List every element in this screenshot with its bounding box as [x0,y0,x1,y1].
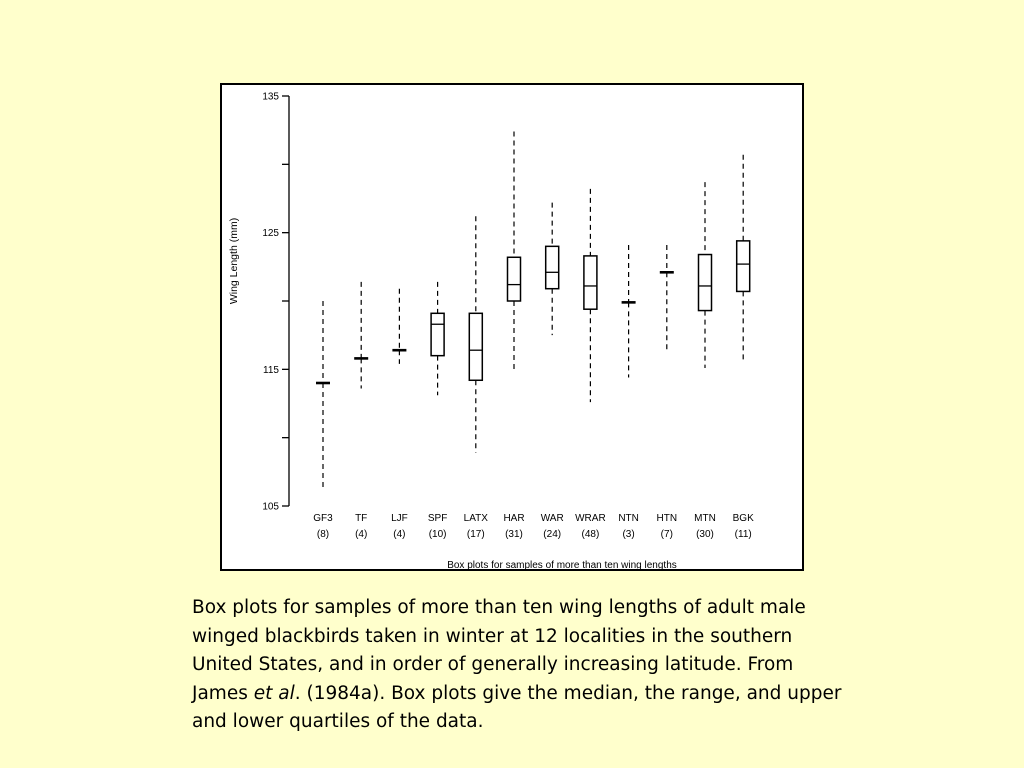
sample-size-label: (4) [393,529,406,540]
y-tick-label: 115 [263,364,279,376]
sample-size-label: (4) [355,529,368,540]
sample-size-label: (31) [505,529,523,540]
x-axis-label: Box plots for samples of more than ten wing lengths [447,560,677,569]
sample-size-label: (48) [581,529,600,540]
sample-size-label: (3) [622,529,635,540]
sample-size-label: (17) [466,529,485,540]
category-label: HAR [503,513,525,524]
sample-size-label: (30) [696,529,714,540]
category-label: LJF [391,513,408,524]
box-quartiles [584,256,597,309]
category-label: BGK [732,513,754,524]
category-label: NTN [618,513,639,524]
caption-text-end: . (1984a). Box plots give the median, the range, and upper and lower quartiles of the data. [192,682,842,732]
sample-size-label: (7) [660,529,673,540]
box-quartiles [699,255,712,311]
chart-panel [220,83,804,571]
category-label: TF [355,513,368,524]
box-quartiles [431,313,444,355]
category-label: WRAR [575,513,606,524]
y-tick-label: 135 [262,91,279,103]
box-quartiles [737,241,750,292]
sample-size-label: (24) [543,529,562,540]
sample-size-label: (11) [734,529,752,540]
caption-text-start: Box plots for samples of more than ten wing lengths of adult male winged blackbirds taken in winter at 12 localities in the southern United States, and in order of generally increasing latitude. From James [192,597,806,704]
category-label: GF3 [313,513,333,524]
category-label: SPF [427,513,448,524]
sample-size-label: (8) [316,529,330,540]
box-quartiles [546,246,559,288]
category-label: WAR [540,513,564,524]
sample-size-label: (10) [428,529,447,540]
figure-caption [192,594,852,737]
category-label: HTN [656,513,678,524]
y-tick-label: 125 [262,228,279,240]
caption-italic: et al [253,682,295,704]
box-plot-chart [222,85,802,569]
category-label: LATX [463,513,488,524]
box-quartiles [469,313,482,380]
category-label: MTN [694,513,716,524]
y-tick-label: 105 [262,501,279,513]
y-axis-label: Wing Length (mm) [228,217,240,305]
box-quartiles [508,257,521,301]
